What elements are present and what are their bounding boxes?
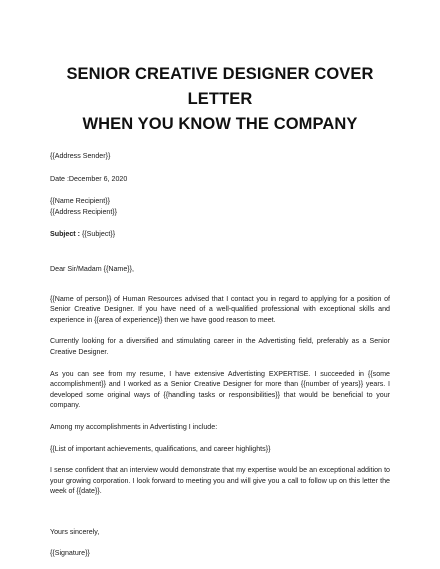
paragraph-5: {{List of important achievements, qualifications, and career highlights}} — [50, 444, 271, 453]
sender-address: {{Address Sender}} — [50, 152, 111, 160]
paragraph-3: As you can see from my resume, I have extensive Advertisting EXPERTISE. I succeeded in {{some accomplishment}} and I worked as a Senior Creative Designer for more than {{number of years}} years. I developed some original ways of {{handling tasks or responsibilities}} that would be beneficial to your company. — [50, 369, 390, 410]
title-line-1: SENIOR CREATIVE DESIGNER COVER LETTER — [66, 65, 374, 108]
subject-label: Subject : — [50, 230, 80, 239]
letter-date: Date :December 6, 2020 — [50, 174, 128, 183]
page-title — [50, 0, 390, 137]
salutation: Dear Sir/Madam {{Name}}, — [50, 264, 134, 273]
paragraph-4: Among my accomplishments in Advertisting I include: — [50, 422, 218, 431]
letter-body — [50, 151, 390, 559]
paragraph-6: I sense confident that an interview would demonstrate that my expertise would be an exceptional addition to your growing corporation. I look forward to meeting you and will give you a call to follow up on this letter the week of {{date}}. — [50, 466, 390, 496]
title-line-2: WHEN YOU KNOW THE COMPANY — [82, 115, 358, 133]
subject-line — [50, 229, 390, 240]
subject-value: {{Subject}} — [79, 230, 116, 239]
paragraph-2: Currently looking for a diversified and stimulating career in the Advertisting field, preferably as a Senior Creative Designer. — [50, 337, 390, 356]
signature: {{Signature}} — [50, 549, 90, 558]
recipient-name: {{Name Recipient}} — [50, 197, 110, 206]
recipient-address: {{Address Recipient}} — [50, 207, 118, 216]
paragraph-1: {{Name of person}} of Human Resources advised that I contact you in regard to applying for a position of Senior Creative Designer. If you have need of a well-qualified professional with exceptional skills and experience in {{area of experience}} then we have good reason to meet. — [50, 294, 390, 324]
closing: Yours sincerely, — [50, 527, 100, 536]
